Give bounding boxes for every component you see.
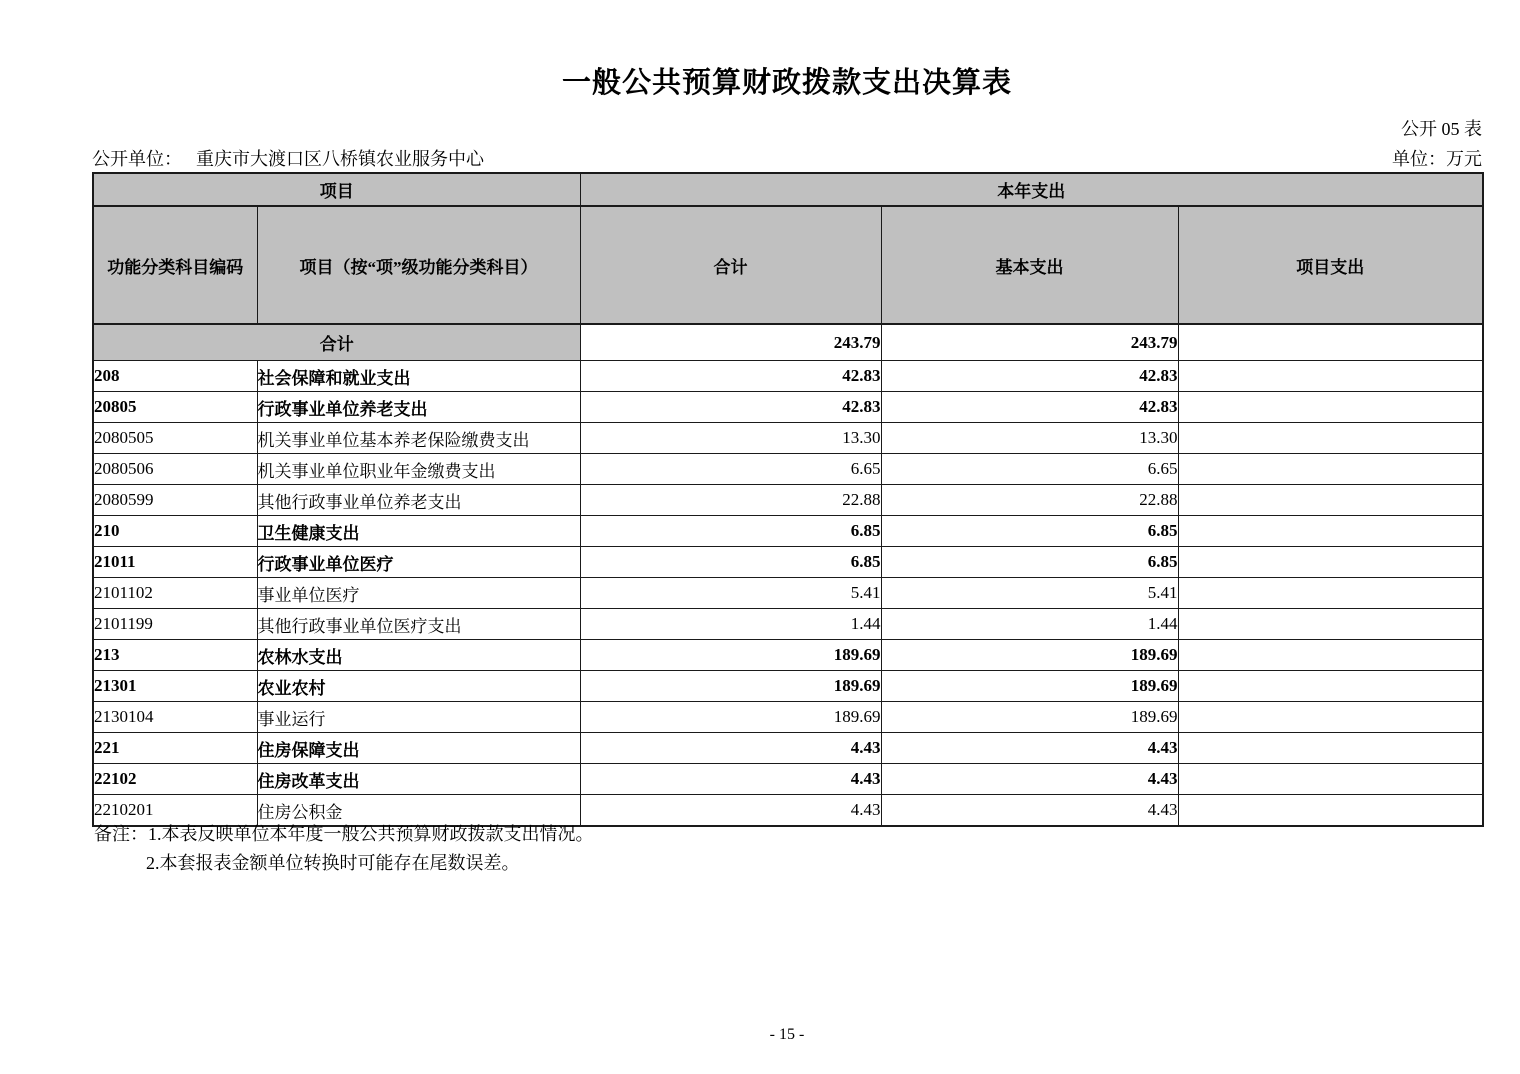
- row-project: [1178, 547, 1483, 578]
- row-item: 住房公积金: [257, 795, 580, 827]
- row-project: [1178, 392, 1483, 423]
- row-item: 住房保障支出: [257, 733, 580, 764]
- row-project: [1178, 733, 1483, 764]
- row-code: 2080506: [93, 454, 257, 485]
- row-project: [1178, 485, 1483, 516]
- table-row: [93, 578, 1483, 609]
- row-basic: 4.43: [881, 733, 1178, 764]
- header-group-current-year: 本年支出: [580, 173, 1483, 206]
- row-code: 2101199: [93, 609, 257, 640]
- row-total: 42.83: [580, 392, 881, 423]
- row-total: 4.43: [580, 764, 881, 795]
- total-label: 合计: [93, 324, 580, 361]
- header-group-item: 项目: [93, 173, 580, 206]
- row-project: [1178, 640, 1483, 671]
- table-row: [93, 392, 1483, 423]
- header-columns-row: [93, 206, 1483, 324]
- row-basic: 4.43: [881, 795, 1178, 827]
- row-item: 行政事业单位医疗: [257, 547, 580, 578]
- row-project: [1178, 609, 1483, 640]
- row-basic: 5.41: [881, 578, 1178, 609]
- row-basic: 1.44: [881, 609, 1178, 640]
- row-total: 189.69: [580, 671, 881, 702]
- row-code: 21301: [93, 671, 257, 702]
- row-code: 21011: [93, 547, 257, 578]
- grand-total-row: [93, 324, 1483, 361]
- total-basic: 243.79: [881, 324, 1178, 361]
- row-basic: 4.43: [881, 764, 1178, 795]
- row-total: 1.44: [580, 609, 881, 640]
- row-total: 189.69: [580, 640, 881, 671]
- row-total: 42.83: [580, 361, 881, 392]
- table-row: [93, 764, 1483, 795]
- table-code-label: 公开 05 表: [1401, 119, 1482, 139]
- row-code: 213: [93, 640, 257, 671]
- row-basic: 189.69: [881, 671, 1178, 702]
- publishing-unit: [92, 145, 484, 171]
- row-item: 行政事业单位养老支出: [257, 392, 580, 423]
- row-item: 其他行政事业单位养老支出: [257, 485, 580, 516]
- table-row: [93, 485, 1483, 516]
- unit-label: 公开单位：: [92, 149, 182, 169]
- row-total: 6.85: [580, 547, 881, 578]
- row-code: 22102: [93, 764, 257, 795]
- table-row: [93, 640, 1483, 671]
- header-col-code: 功能分类科目编码: [93, 206, 257, 324]
- header-group-row: [93, 173, 1483, 206]
- row-project: [1178, 361, 1483, 392]
- row-item: 社会保障和就业支出: [257, 361, 580, 392]
- row-total: 189.69: [580, 702, 881, 733]
- row-basic: 189.69: [881, 702, 1178, 733]
- row-item: 机关事业单位基本养老保险缴费支出: [257, 423, 580, 454]
- row-total: 22.88: [580, 485, 881, 516]
- header-col-project: 项目支出: [1178, 206, 1483, 324]
- row-total: 5.41: [580, 578, 881, 609]
- page-number: - 15 -: [769, 1026, 805, 1043]
- table-row: [93, 423, 1483, 454]
- row-basic: 189.69: [881, 640, 1178, 671]
- row-project: [1178, 764, 1483, 795]
- header-col-total: 合计: [580, 206, 881, 324]
- note-1-text: 1.本表反映单位本年度一般公共预算财政拨款支出情况。: [148, 824, 594, 844]
- row-basic: 6.85: [881, 516, 1178, 547]
- row-item: 机关事业单位职业年金缴费支出: [257, 454, 580, 485]
- table-row: [93, 702, 1483, 733]
- row-basic: 13.30: [881, 423, 1178, 454]
- row-project: [1178, 454, 1483, 485]
- row-project: [1178, 423, 1483, 454]
- row-item: 农林水支出: [257, 640, 580, 671]
- total-project: [1178, 324, 1483, 361]
- notes-label: 备注：: [94, 824, 148, 844]
- header-col-basic: 基本支出: [881, 206, 1178, 324]
- notes-block: [94, 820, 594, 878]
- row-total: 6.65: [580, 454, 881, 485]
- row-basic: 42.83: [881, 392, 1178, 423]
- table-row: [93, 454, 1483, 485]
- row-total: 4.43: [580, 795, 881, 827]
- meta-row: [92, 145, 1482, 171]
- row-project: [1178, 578, 1483, 609]
- row-basic: 22.88: [881, 485, 1178, 516]
- table-row: [93, 361, 1483, 392]
- row-code: 2130104: [93, 702, 257, 733]
- row-project: [1178, 671, 1483, 702]
- table-row: [93, 733, 1483, 764]
- row-code: 2080599: [93, 485, 257, 516]
- row-code: 2080505: [93, 423, 257, 454]
- row-code: 210: [93, 516, 257, 547]
- row-basic: 6.65: [881, 454, 1178, 485]
- expenditure-table: [92, 172, 1484, 827]
- table-row: [93, 516, 1483, 547]
- row-item: 事业运行: [257, 702, 580, 733]
- row-code: 2210201: [93, 795, 257, 827]
- amount-unit-label: 单位：万元: [1392, 149, 1482, 169]
- row-code: 221: [93, 733, 257, 764]
- note-line-2: 2.本套报表金额单位转换时可能存在尾数误差。: [146, 853, 520, 873]
- unit-name: 重庆市大渡口区八桥镇农业服务中心: [196, 149, 484, 169]
- row-project: [1178, 702, 1483, 733]
- row-item: 事业单位医疗: [257, 578, 580, 609]
- row-project: [1178, 795, 1483, 827]
- page-title: 一般公共预算财政拨款支出决算表: [561, 67, 1012, 99]
- row-basic: 42.83: [881, 361, 1178, 392]
- header-col-item: 项目（按“项”级功能分类科目）: [257, 206, 580, 324]
- row-code: 2101102: [93, 578, 257, 609]
- row-basic: 6.85: [881, 547, 1178, 578]
- row-code: 20805: [93, 392, 257, 423]
- row-item: 农业农村: [257, 671, 580, 702]
- note-line-1: [94, 820, 594, 849]
- table-row: [93, 609, 1483, 640]
- total-sum: 243.79: [580, 324, 881, 361]
- row-project: [1178, 516, 1483, 547]
- row-item: 卫生健康支出: [257, 516, 580, 547]
- row-total: 13.30: [580, 423, 881, 454]
- table-row: [93, 671, 1483, 702]
- row-item: 其他行政事业单位医疗支出: [257, 609, 580, 640]
- table-row: [93, 547, 1483, 578]
- row-total: 6.85: [580, 516, 881, 547]
- row-total: 4.43: [580, 733, 881, 764]
- row-item: 住房改革支出: [257, 764, 580, 795]
- row-code: 208: [93, 361, 257, 392]
